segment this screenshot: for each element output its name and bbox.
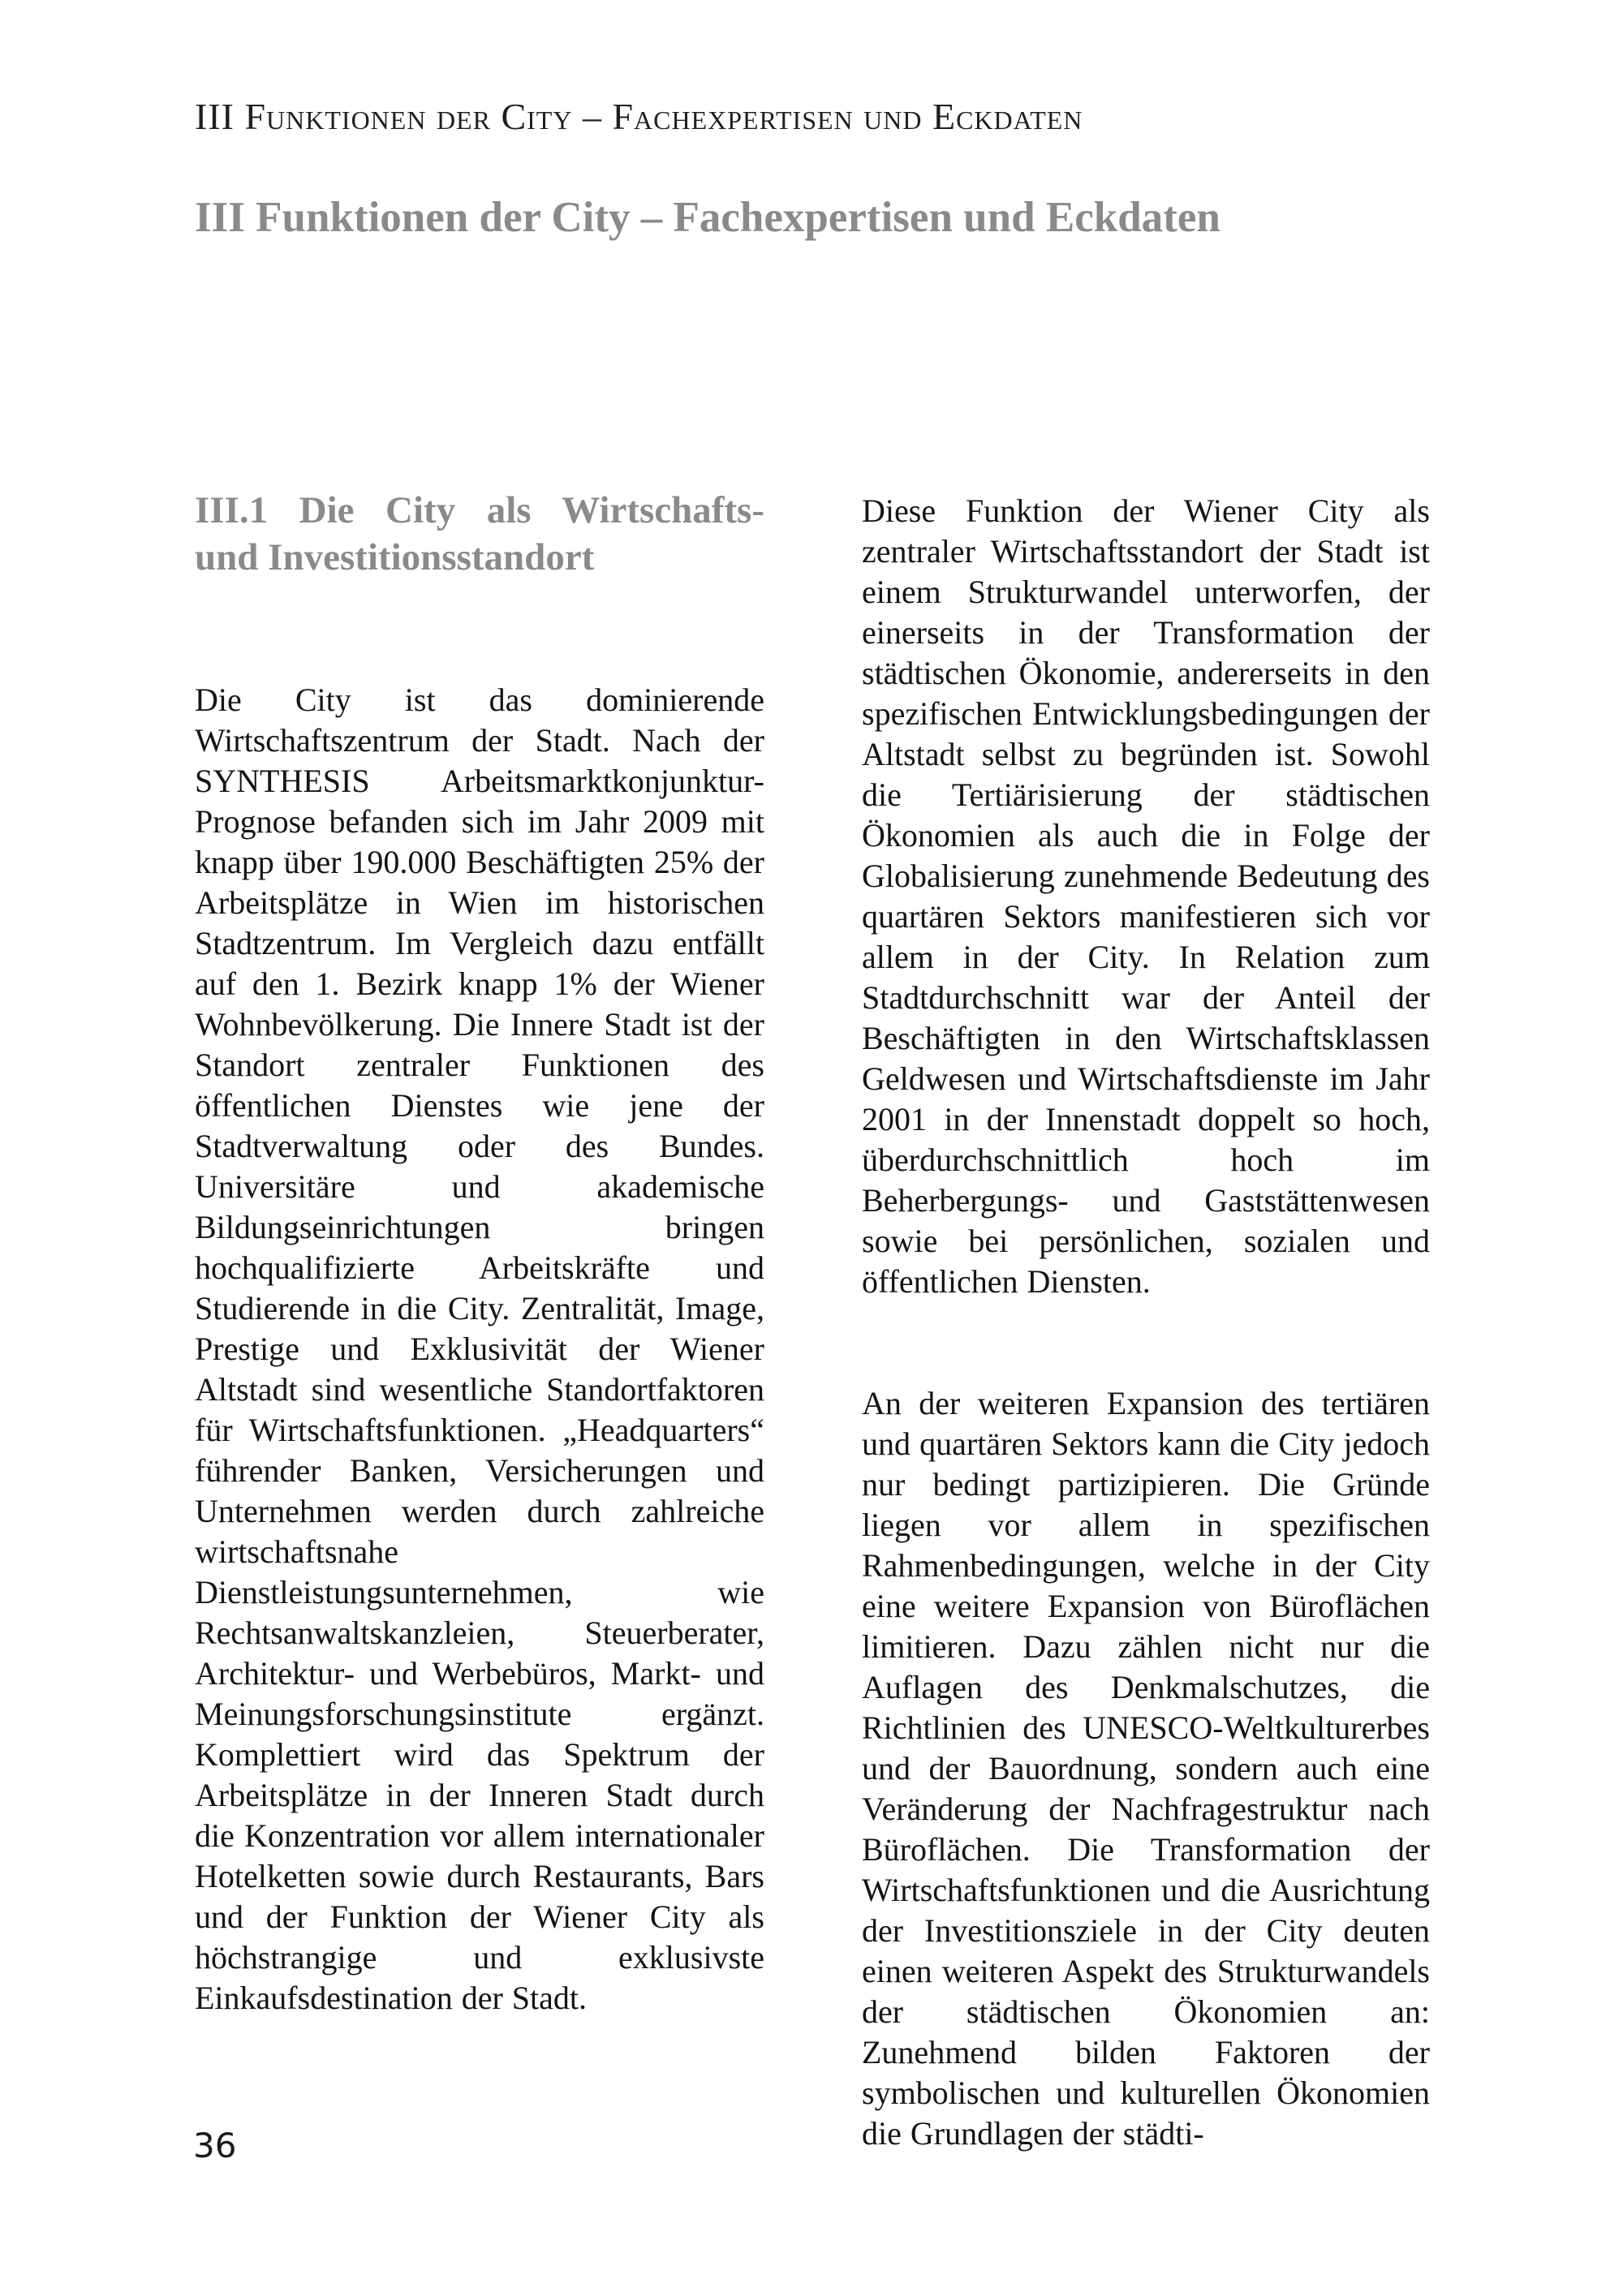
right-column	[862, 487, 1430, 2154]
left-column	[195, 487, 764, 2019]
running-header: III Funktionen der City – Fachexpertisen und Eckdaten	[195, 96, 1083, 137]
left-column-paragraph: Die City ist das dominierende Wirtschaftszentrum der Stadt. Nach der SYNTHESIS Arbeitsmarktkonjunktur-Prognose befanden sich im Jahr 2009 mit knapp über 190.000 Beschäftigten 25% der Arbeitsplätze in Wien im historischen Stadtzentrum. Im Vergleich dazu entfällt auf den 1. Bezirk knapp 1% der Wiener Wohnbevölkerung. Die Innere Stadt ist der Standort zentraler Funktionen des öffentlichen Dienstes wie jene der Stadtverwaltung oder des Bundes. Universitäre und akademische Bildungseinrichtungen bringen hochqualifizierte Arbeitskräfte und Studierende in die City. Zentralität, Image, Prestige und Exklusivität der Wiener Altstadt sind wesentliche Standortfaktoren für Wirtschaftsfunktionen. „Headquarters“ führender Banken, Versicherungen und Unternehmen werden durch zahlreiche wirtschaftsnahe Dienstleistungsunternehmen, wie Rechtsanwaltskanzleien, Steuerberater, Architektur- und Werbebüros, Markt- und Meinungsforschungsinstitute ergänzt. Komplettiert wird das Spektrum der Arbeitsplätze in der Inneren Stadt durch die Konzentration vor allem internationaler Hotelketten sowie durch Restaurants, Bars und der Funktion der Wiener City als höchstrangige und exklusivste Einkaufsdestination der Stadt.	[195, 681, 764, 2016]
page-number: 36	[193, 2126, 237, 2165]
right-column-paragraph-2: An der weiteren Expansion des tertiären und quartären Sektors kann die City jedoch nur bedingt partizipieren. Die Gründe liegen vor allem in spezifischen Rahmenbedingungen, welche in der City eine weitere Expansion von Büroflächen limitieren. Dazu zählen nicht nur die Auflagen des Denkmalschutzes, die Richtlinien des UNESCO-Weltkulturerbes und der Bauordnung, sondern auch eine Veränderung der Nachfragestruktur nach Büroflächen. Die Transformation der Wirtschaftsfunktionen und die Ausrichtung der Investitionsziele in der City deuten einen weiteren Aspekt des Strukturwandels der städtischen Ökonomien an: Zunehmend bilden Faktoren der symbolischen und kulturellen Ökonomien die Grundlagen der städti-	[862, 1385, 1430, 2152]
right-column-paragraph-1: Diese Funktion der Wiener City als zentraler Wirtschaftsstandort der Stadt ist einem Strukturwandel unterworfen, der einerseits in der Transformation der städtischen Ökonomie, andererseits in den spezifischen Entwicklungsbedingungen der Altstadt selbst zu begründen ist. Sowohl die Tertiärisierung der städtischen Ökonomien als auch die in Folge der Globalisierung zunehmende Bedeutung des quartären Sektors manifestieren sich vor allem in der City. In Relation zum Stadtdurchschnitt war der Anteil der Beschäftigten in den Wirtschaftsklassen Geldwesen und Wirtschaftsdienste im Jahr 2001 in der Innenstadt doppelt so hoch, überdurchschnittlich hoch im Beherbergungs- und Gaststättenwesen sowie bei persönlichen, sozialen und öffentlichen Diensten.	[862, 492, 1430, 1300]
section-heading	[195, 487, 764, 581]
section-heading-line1: III.1 Die City als Wirtschafts-	[195, 489, 764, 531]
chapter-title: III Funktionen der City – Fachexpertisen und Eckdaten	[195, 194, 1220, 241]
section-heading-line2: und Investitionsstandort	[195, 536, 595, 578]
